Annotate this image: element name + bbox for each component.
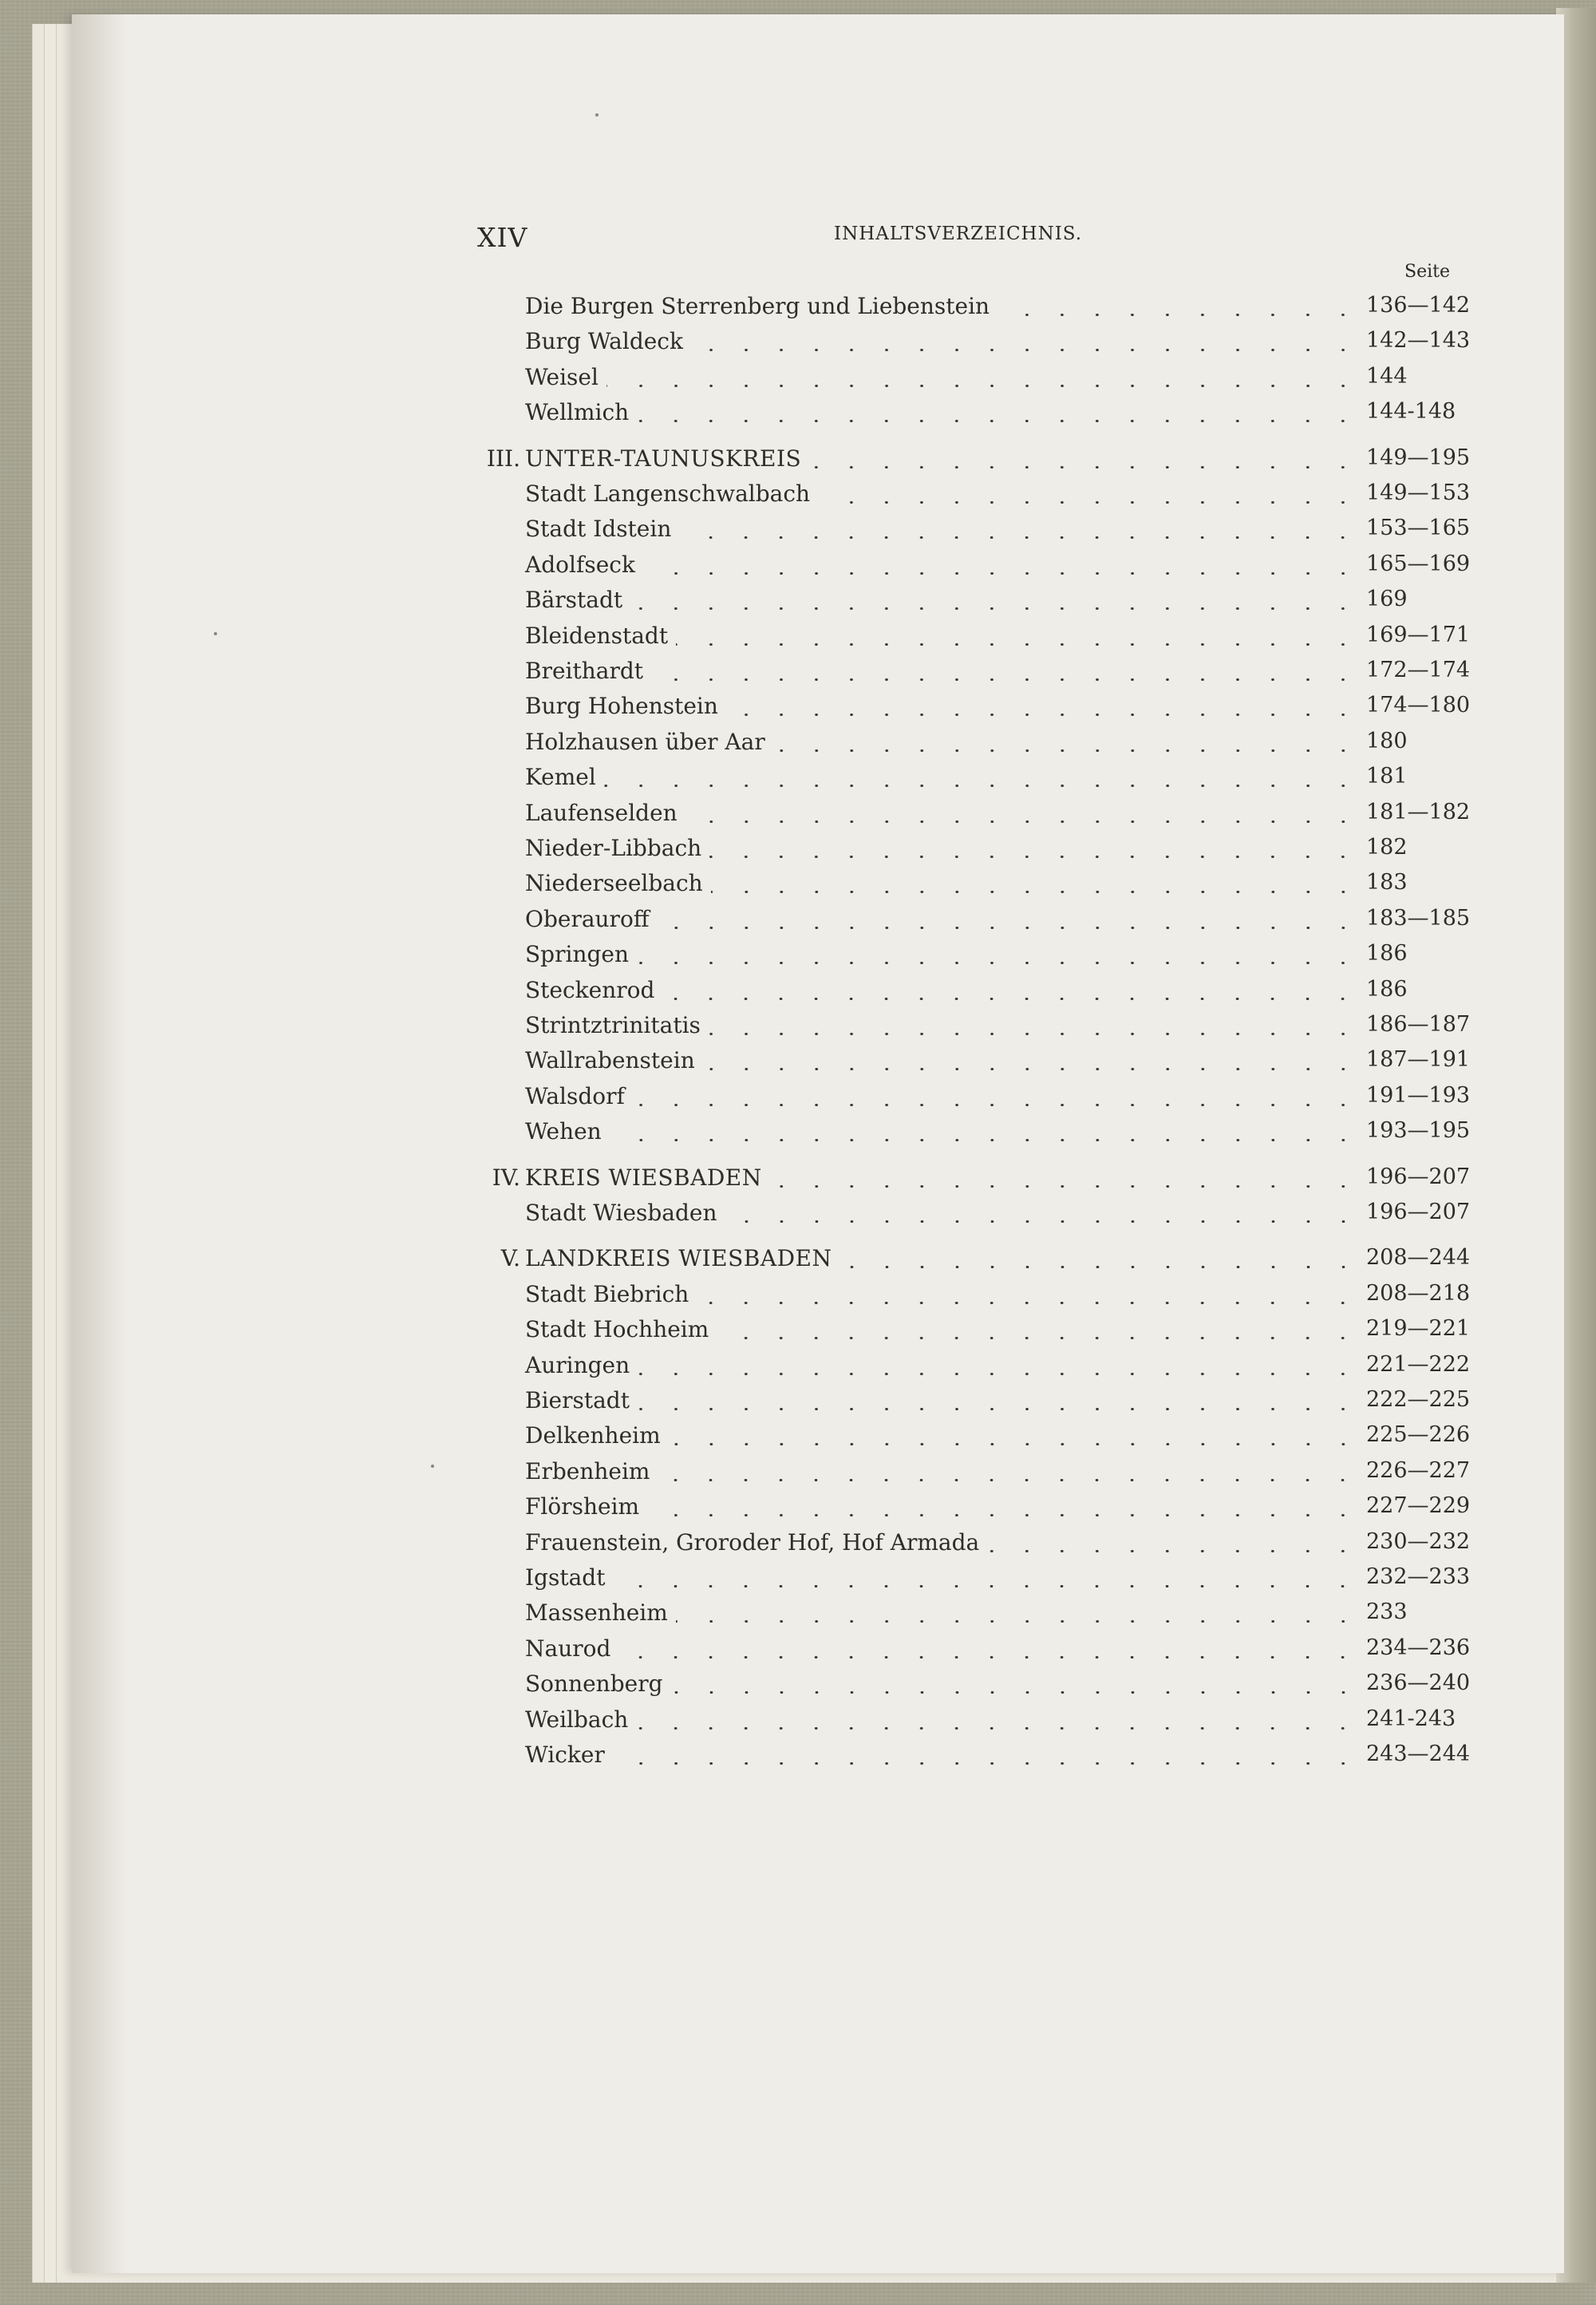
toc-page-range: 233 (1366, 1599, 1408, 1624)
toc-section-numeral: III. (486, 445, 520, 472)
toc-page-range: 222—225 (1366, 1387, 1471, 1412)
dot-leader (651, 678, 1361, 681)
toc-entry-row (0, 1635, 1484, 1670)
dot-leader (709, 856, 1361, 858)
dot-leader (818, 501, 1361, 504)
toc-entry-title: Stadt Wiesbaden (525, 1200, 717, 1226)
toc-section-row (0, 1245, 1484, 1280)
toc-entry-row (0, 1706, 1484, 1742)
dot-leader (643, 572, 1361, 575)
running-head: INHALTSVERZEICHNIS. (834, 223, 1083, 244)
toc-entry-row (0, 693, 1484, 728)
toc-entry-row (0, 623, 1484, 658)
toc-entry-title: Bärstadt (525, 587, 623, 613)
dot-leader (606, 385, 1361, 387)
dot-leader (725, 1220, 1361, 1223)
toc-entry-title: Naurod (525, 1635, 611, 1662)
toc-page-range: 149—153 (1366, 480, 1471, 505)
toc-entry-row (0, 729, 1484, 764)
toc-page-range: 172—174 (1366, 658, 1471, 682)
toc-entry-title: Frauenstein, Groroder Hof, Hof Armada (525, 1529, 980, 1556)
dot-leader (770, 1185, 1361, 1188)
toc-entry-title: Bleidenstadt (525, 623, 669, 649)
toc-entry-title: Breithardt (525, 658, 644, 684)
dot-leader (604, 785, 1361, 787)
toc-page-range: 182 (1366, 835, 1408, 860)
toc-entry-row (0, 328, 1484, 363)
toc-entry-title: UNTER-TAUNUSKREIS (525, 445, 802, 472)
toc-entry-title: Strintztrinitatis (525, 1012, 701, 1038)
toc-entry-row (0, 1529, 1484, 1564)
toc-page-range: 227—229 (1366, 1493, 1471, 1518)
toc-page-range: 221—222 (1366, 1352, 1471, 1377)
toc-entry-row (0, 1599, 1484, 1635)
toc-entry-title: LANDKREIS WIESBADEN (525, 1245, 832, 1271)
toc-entry-row (0, 1742, 1484, 1777)
dot-leader (697, 1302, 1361, 1304)
toc-entry-row (0, 364, 1484, 399)
toc-entry-row (0, 1387, 1484, 1422)
toc-entry-row (0, 1422, 1484, 1457)
toc-entry-title: Adolfseck (525, 552, 635, 578)
toc-page-range: 187—191 (1366, 1047, 1471, 1072)
dot-leader (998, 314, 1361, 316)
dot-leader (613, 1762, 1361, 1765)
toc-entry-title: Igstadt (525, 1564, 606, 1591)
toc-page-range: 144 (1366, 364, 1408, 389)
toc-entry-title: Oberauroff (525, 906, 650, 932)
dot-leader (671, 1691, 1361, 1694)
toc-entry-title: Wellmich (525, 399, 630, 425)
toc-page-range: 243—244 (1366, 1742, 1471, 1766)
toc-entry-row (0, 1316, 1484, 1351)
toc-page-range: 236—240 (1366, 1670, 1471, 1695)
toc-entry-row (0, 587, 1484, 622)
toc-page-range: 183—185 (1366, 906, 1471, 931)
toc-entry-title: KREIS WIESBADEN (525, 1164, 762, 1191)
toc-page-range: 208—244 (1366, 1245, 1471, 1270)
toc-entry-title: Wehen (525, 1118, 602, 1145)
toc-entry-row (0, 906, 1484, 941)
toc-entry-title: Erbenheim (525, 1458, 650, 1485)
toc-entry-row (0, 1083, 1484, 1118)
dot-leader (638, 1408, 1361, 1410)
toc-entry-title: Burg Waldeck (525, 328, 683, 354)
toc-page-range: 193—195 (1366, 1118, 1471, 1143)
toc-entry-title: Niederseelbach (525, 870, 703, 896)
toc-entry-title: Flörsheim (525, 1493, 640, 1520)
toc-entry-row (0, 1118, 1484, 1153)
toc-page-range: 144-148 (1366, 399, 1456, 424)
toc-page-range: 153—165 (1366, 516, 1471, 540)
toc-entry-row (0, 977, 1484, 1012)
toc-entry-row (0, 1012, 1484, 1047)
toc-entry-row (0, 800, 1484, 835)
dot-leader (726, 714, 1361, 716)
dot-leader (691, 349, 1361, 351)
toc-entry-row (0, 399, 1484, 434)
toc-section-numeral: IV. (492, 1164, 520, 1191)
toc-entry-row (0, 941, 1484, 976)
dot-leader (809, 466, 1361, 469)
toc-entry-title: Nieder-Libbach (525, 835, 702, 861)
dot-leader (613, 1585, 1361, 1587)
dot-leader (709, 1033, 1361, 1035)
toc-page-range: 196—207 (1366, 1164, 1471, 1189)
toc-entry-row (0, 1200, 1484, 1235)
dot-leader (703, 1068, 1361, 1070)
dot-leader (637, 420, 1361, 422)
toc-entry-title: Walsdorf (525, 1083, 625, 1109)
toc-page-range: 186 (1366, 941, 1408, 966)
toc-page-range: 169 (1366, 587, 1408, 611)
toc-page-range: 241-243 (1366, 1706, 1456, 1731)
toc-page-range: 230—232 (1366, 1529, 1471, 1554)
toc-entry-row (0, 658, 1484, 693)
dot-leader (676, 1620, 1361, 1623)
toc-entry-title: Stadt Biebrich (525, 1281, 689, 1307)
toc-entry-row (0, 1047, 1484, 1082)
toc-entry-row (0, 870, 1484, 905)
toc-entry-row (0, 552, 1484, 587)
toc-page-range: 219—221 (1366, 1316, 1471, 1341)
toc-page-range: 196—207 (1366, 1200, 1471, 1224)
toc-entry-title: Kemel (525, 764, 596, 790)
toc-entry-row (0, 835, 1484, 870)
dot-leader (685, 820, 1361, 823)
dot-leader (630, 607, 1361, 610)
toc-entry-row (0, 1281, 1484, 1316)
dot-leader (658, 927, 1361, 929)
page-number: XIV (477, 222, 528, 253)
toc-entry-title: Delkenheim (525, 1422, 661, 1449)
toc-entry-title: Stadt Idstein (525, 516, 672, 542)
toc-page-range: 142—143 (1366, 328, 1471, 353)
toc-page-range: 169—171 (1366, 623, 1471, 647)
toc-page-range: 181—182 (1366, 800, 1471, 824)
toc-page-range: 136—142 (1366, 293, 1471, 318)
toc-page-range: 180 (1366, 729, 1408, 753)
dot-leader (610, 1139, 1361, 1141)
toc-entry-title: Bierstadt (525, 1387, 630, 1413)
toc-entry-title: Massenheim (525, 1599, 668, 1626)
toc-entry-title: Wicker (525, 1742, 605, 1768)
toc-entry-title: Holzhausen über Aar (525, 729, 765, 755)
toc-entry-row (0, 1493, 1484, 1528)
toc-entry-title: Wallrabenstein (525, 1047, 695, 1073)
dot-leader (711, 891, 1361, 893)
dot-leader (676, 643, 1361, 646)
toc-page-range: 149—195 (1366, 445, 1471, 470)
toc-entry-row (0, 764, 1484, 799)
toc-page-range: 165—169 (1366, 552, 1471, 576)
dot-leader (773, 749, 1361, 752)
toc-entry-row (0, 1670, 1484, 1706)
toc-entry-title: Springen (525, 941, 630, 967)
toc-entry-title: Stadt Hochheim (525, 1316, 709, 1342)
dot-leader (717, 1337, 1361, 1339)
toc-page-range: 186 (1366, 977, 1408, 1002)
toc-page-range: 232—233 (1366, 1564, 1471, 1589)
toc-page-range: 225—226 (1366, 1422, 1471, 1447)
toc-entry-title: Die Burgen Sterrenberg und Liebenstein (525, 293, 990, 319)
toc-page-range: 191—193 (1366, 1083, 1471, 1108)
toc-page-range: 183 (1366, 870, 1408, 895)
dot-leader (840, 1266, 1361, 1268)
dot-leader (638, 1373, 1361, 1375)
toc-entry-title: Burg Hohenstein (525, 693, 718, 719)
toc-section-numeral: V. (500, 1245, 520, 1271)
toc-entry-title: Weilbach (525, 1706, 629, 1733)
toc-entry-title: Laufenselden (525, 800, 678, 826)
toc-entry-row (0, 1458, 1484, 1493)
dot-leader (618, 1656, 1361, 1659)
toc-entry-row (0, 1564, 1484, 1599)
toc-section-row (0, 1164, 1484, 1200)
dot-leader (636, 1727, 1361, 1730)
dot-leader (637, 962, 1361, 964)
toc-section-row (0, 445, 1484, 480)
dot-leader (658, 1479, 1361, 1481)
toc-page-range: 208—218 (1366, 1281, 1471, 1306)
toc-entry-title: Auringen (525, 1352, 630, 1378)
dot-leader (679, 536, 1361, 539)
toc-page-range: 234—236 (1366, 1635, 1471, 1660)
dot-leader (987, 1550, 1361, 1552)
toc-entry-title: Stadt Langenschwalbach (525, 480, 811, 507)
dot-leader (633, 1104, 1361, 1106)
toc-entry-row (0, 1352, 1484, 1387)
toc-page-range: 226—227 (1366, 1458, 1471, 1483)
toc-entry-row (0, 480, 1484, 516)
dot-leader (647, 1514, 1361, 1516)
toc-entry-row (0, 293, 1484, 328)
toc-entry-title: Sonnenberg (525, 1670, 663, 1697)
toc-entry-title: Steckenrod (525, 977, 655, 1003)
toc-entry-title: Weisel (525, 364, 598, 390)
page-column-label: Seite (1404, 262, 1450, 282)
dot-leader (662, 998, 1361, 1000)
toc-page-range: 186—187 (1366, 1012, 1471, 1037)
dot-leader (669, 1443, 1361, 1445)
toc-entry-row (0, 516, 1484, 551)
toc-page-range: 181 (1366, 764, 1408, 789)
toc-page-range: 174—180 (1366, 693, 1471, 718)
